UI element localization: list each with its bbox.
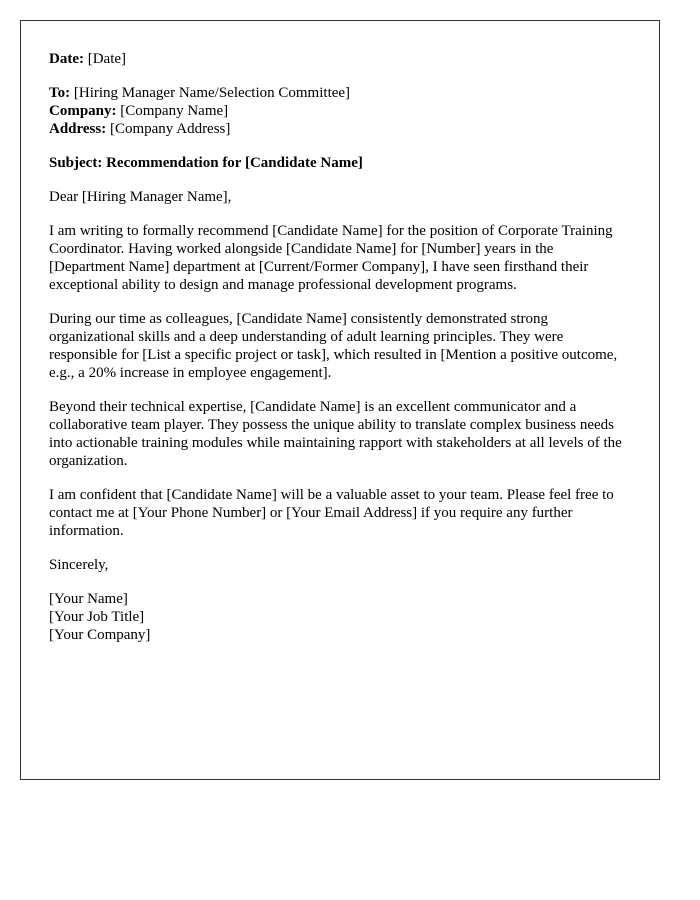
recipient-block — [49, 84, 629, 138]
company-value: [Company Name] — [120, 103, 229, 119]
company-label: Company: — [49, 103, 117, 119]
body-paragraph-1: I am writing to formally recommend [Candidate Name] for the position of Corporate Training Coordinator. Having worked alongside [Candidate Name] for [Number] years in the [Department Name] department at [Current/Former Company], I have seen firsthand their exceptional ability to design and manage professional development programs. — [49, 223, 613, 293]
subject-line: Subject: Recommendation for [Candidate Name] — [49, 155, 363, 171]
date-label: Date: — [49, 51, 84, 67]
company-line — [49, 102, 629, 120]
closing: Sincerely, — [49, 557, 109, 573]
letter-page — [20, 20, 660, 780]
signature-name: [Your Name] — [49, 591, 128, 607]
signature-job-title: [Your Job Title] — [49, 609, 145, 625]
salutation: Dear [Hiring Manager Name], — [49, 189, 232, 205]
body-paragraph-4: I am confident that [Candidate Name] will be a valuable asset to your team. Please feel free to contact me at [Your Phone Number] or [Your Email Address] if you require any further information. — [49, 487, 614, 539]
address-label: Address: — [49, 121, 107, 137]
body-paragraph-2: During our time as colleagues, [Candidate Name] consistently demonstrated strong organizational skills and a deep understanding of adult learning principles. They were responsible for [List a specific project or task], which resulted in [Mention a positive outcome, e.g., a 20% increase in employee engagement]. — [49, 311, 618, 381]
address-line — [49, 120, 629, 138]
date-line — [49, 50, 629, 68]
body-paragraph-3: Beyond their technical expertise, [Candidate Name] is an excellent communicator and a collaborative team player. They possess the unique ability to translate complex business needs into actionable training modules while maintaining rapport with stakeholders at all levels of the organization. — [49, 399, 622, 469]
signature-block — [49, 590, 629, 644]
letter-content — [49, 50, 629, 660]
to-label: To: — [49, 85, 71, 101]
to-line — [49, 84, 629, 102]
address-value: [Company Address] — [109, 121, 231, 137]
to-value: [Hiring Manager Name/Selection Committee] — [73, 85, 351, 101]
signature-company: [Your Company] — [49, 627, 151, 643]
date-value: [Date] — [87, 51, 127, 67]
